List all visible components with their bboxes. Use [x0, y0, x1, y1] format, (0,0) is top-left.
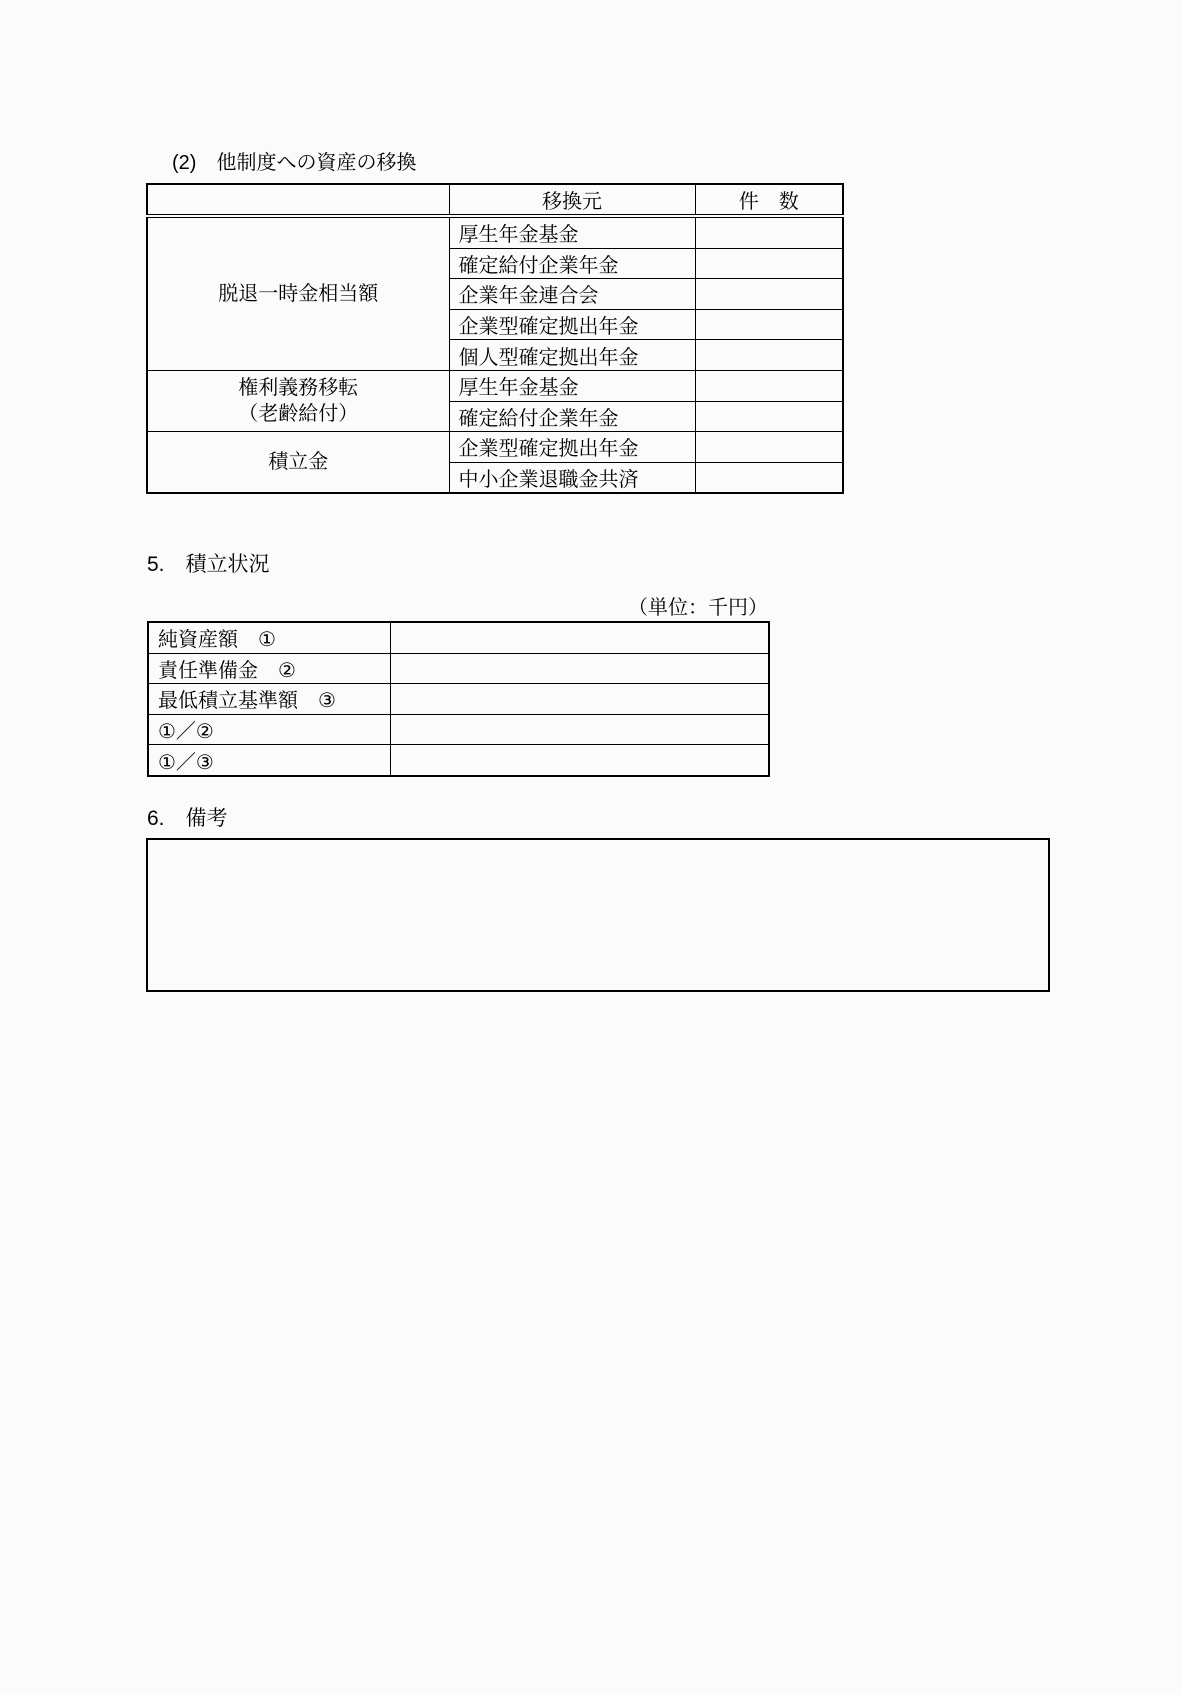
funding-label-ratio-1-3: ①／③: [148, 745, 390, 776]
count-cell: [695, 401, 843, 432]
transfer-header-row: [147, 184, 843, 216]
count-cell: [695, 248, 843, 279]
table-row: [148, 622, 769, 653]
funding-label-net-assets: 純資産額 ①: [148, 622, 390, 653]
count-cell: [695, 309, 843, 340]
source-cell: 企業年金連合会: [449, 279, 695, 310]
transfer-header-count-cell: 件 数: [695, 184, 843, 216]
table-row: [148, 714, 769, 745]
source-cell: 確定給付企業年金: [449, 401, 695, 432]
table-row: [147, 216, 843, 248]
count-cell: [695, 432, 843, 463]
table-row: [147, 370, 843, 401]
group-label-line: （老齢給付）: [238, 403, 359, 426]
count-cell: [695, 340, 843, 371]
table-row: [148, 653, 769, 684]
transfer-header-source-cell: 移換元: [449, 184, 695, 216]
funding-value-cell: [390, 684, 769, 715]
table-row: [148, 745, 769, 776]
section2-heading: (2) 他制度への資産の移換: [172, 152, 417, 174]
funding-value-cell: [390, 622, 769, 653]
funding-label-minimum-funding-standard: 最低積立基準額 ③: [148, 684, 390, 715]
asset-transfer-table: [146, 183, 844, 494]
transfer-header-category-cell: [147, 184, 449, 216]
count-cell: [695, 216, 843, 248]
group-label-reserve-fund: [147, 432, 449, 494]
funding-value-cell: [390, 653, 769, 684]
count-cell: [695, 370, 843, 401]
group-label-line: 権利義務移転: [238, 377, 359, 400]
source-cell: 企業型確定拠出年金: [449, 309, 695, 340]
source-cell: 中小企業退職金共済: [449, 462, 695, 493]
count-cell: [695, 462, 843, 493]
group-label-line: 脱退一時金相当額: [218, 282, 379, 305]
section5-heading: 5. 積立状況: [147, 553, 270, 576]
section6-heading: 6. 備考: [147, 807, 228, 830]
funding-value-cell: [390, 745, 769, 776]
source-cell: 確定給付企業年金: [449, 248, 695, 279]
group-label-rights-obligations-transfer: [147, 370, 449, 431]
source-cell: 厚生年金基金: [449, 370, 695, 401]
table-row: [147, 432, 843, 463]
funding-label-ratio-1-2: ①／②: [148, 714, 390, 745]
group-label-withdrawal-lump-sum: [147, 216, 449, 370]
count-cell: [695, 279, 843, 310]
funding-label-liability-reserve: 責任準備金 ②: [148, 653, 390, 684]
group-label-line: 積立金: [268, 451, 329, 474]
table-row: [148, 684, 769, 715]
funding-status-table: [147, 621, 770, 777]
funding-value-cell: [390, 714, 769, 745]
unit-note: （単位：千円）: [628, 597, 768, 619]
remarks-box: [146, 838, 1050, 992]
source-cell: 個人型確定拠出年金: [449, 340, 695, 371]
source-cell: 厚生年金基金: [449, 216, 695, 248]
source-cell: 企業型確定拠出年金: [449, 432, 695, 463]
